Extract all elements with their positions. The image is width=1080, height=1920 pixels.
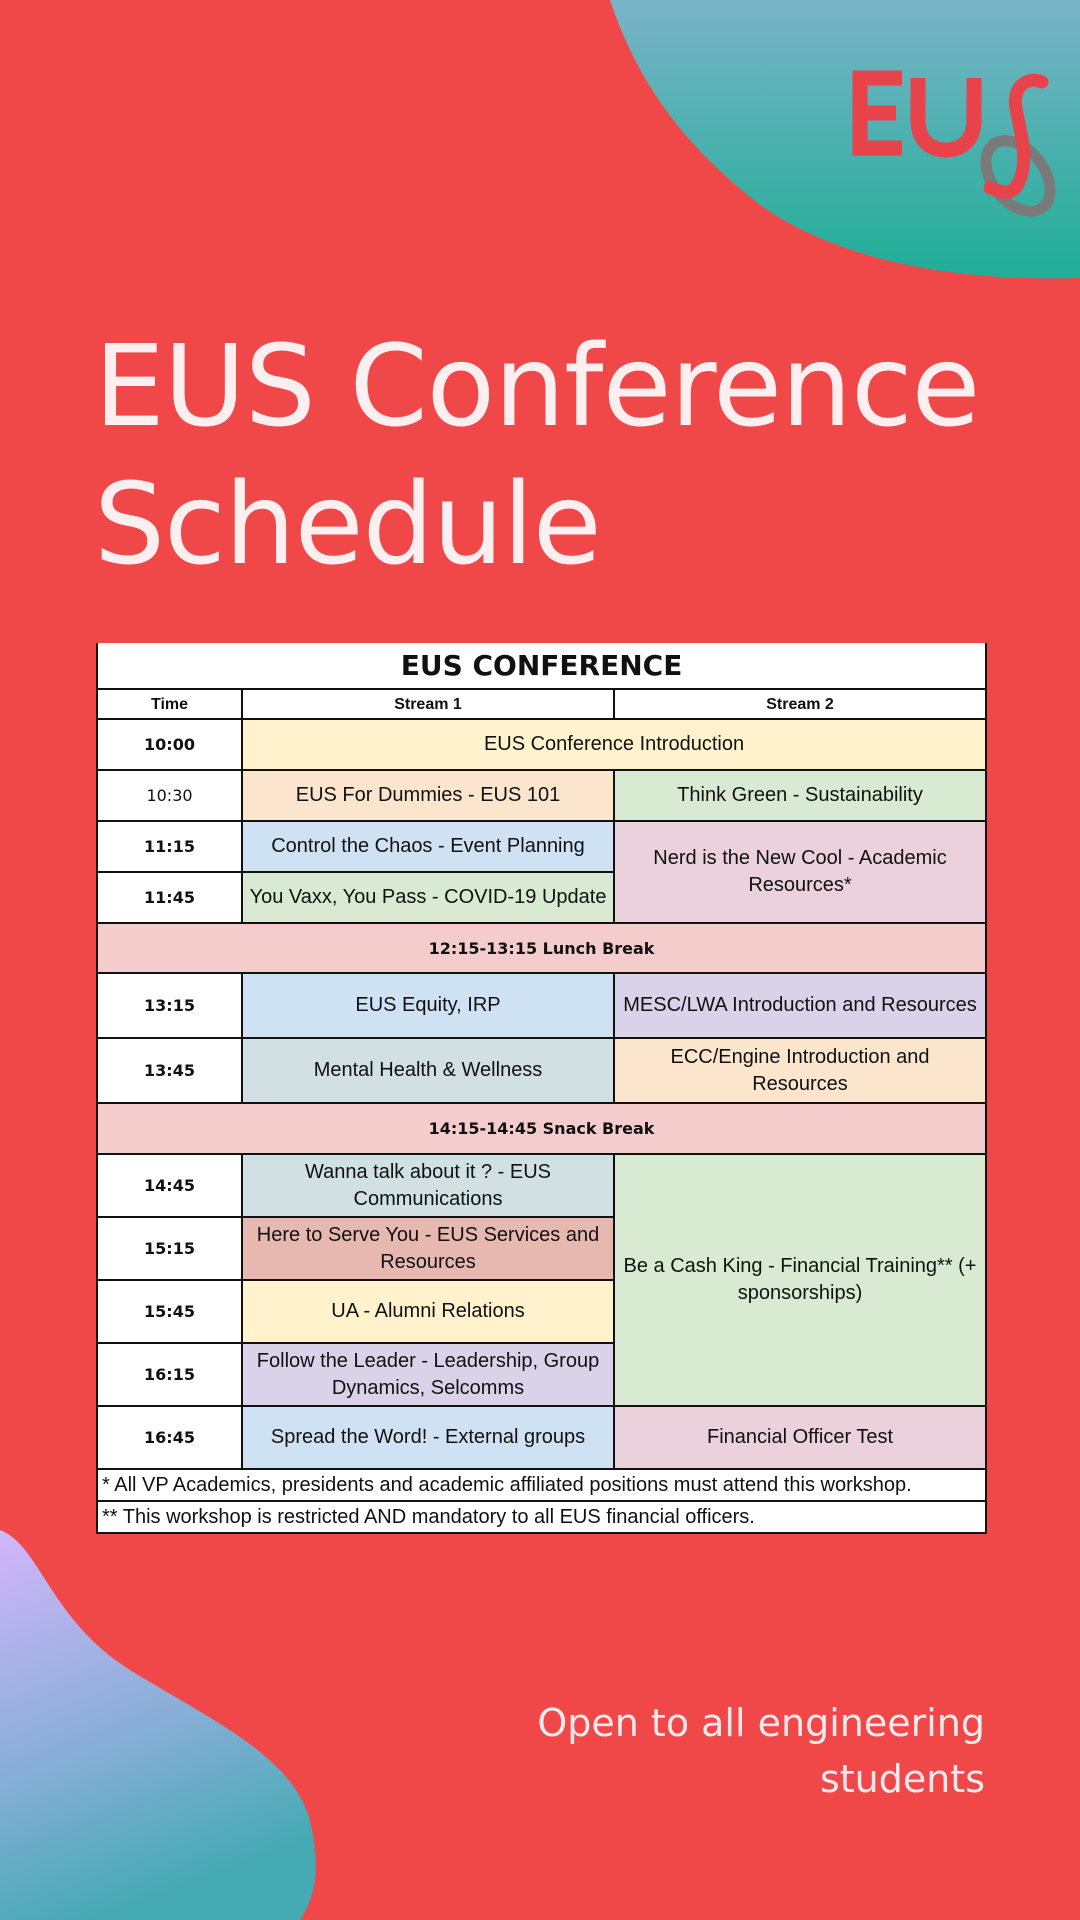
session-cell: ECC/Engine Introduction and Resources [614,1038,986,1103]
header-time: Time [97,689,242,719]
session-cell: EUS Equity, IRP [242,973,614,1038]
time-cell: 16:45 [97,1406,242,1469]
session-cell: MESC/LWA Introduction and Resources [614,973,986,1038]
footnote-financial: ** This workshop is restricted AND mandatory to all EUS financial officers. [97,1501,986,1533]
session-cell: Financial Officer Test [614,1406,986,1469]
time-cell: 14:45 [97,1154,242,1217]
time-cell: 11:45 [97,872,242,923]
session-cell: Be a Cash King - Financial Training** (+ sponsorships) [614,1154,986,1406]
header-stream-2: Stream 2 [614,689,986,719]
schedule-table [96,643,987,1534]
table-row [97,1038,986,1103]
table-row [97,770,986,821]
table-caption: EUS CONFERENCE [97,643,986,689]
table-row [97,1103,986,1154]
page-title [94,318,979,594]
session-cell: Here to Serve You - EUS Services and Resources [242,1217,614,1280]
session-cell: UA - Alumni Relations [242,1280,614,1343]
eus-logo [850,60,1060,230]
table-row [97,1154,986,1217]
time-cell: 10:30 [97,770,242,821]
title-line-1: EUS Conference [94,322,980,452]
time-cell: 15:15 [97,1217,242,1280]
time-cell: 11:15 [97,821,242,872]
table-row [97,719,986,770]
time-cell: 16:15 [97,1343,242,1406]
footnote-academic: * All VP Academics, presidents and academic affiliated positions must attend this workshop. [97,1469,986,1501]
title-line-2: Schedule [94,460,601,590]
session-cell: Spread the Word! - External groups [242,1406,614,1469]
table-row [97,821,986,872]
session-cell: You Vaxx, You Pass - COVID-19 Update [242,872,614,923]
table-row [97,1406,986,1469]
session-cell: Think Green - Sustainability [614,770,986,821]
session-cell: EUS For Dummies - EUS 101 [242,770,614,821]
session-cell: Wanna talk about it ? - EUS Communications [242,1154,614,1217]
session-cell: Follow the Leader - Leadership, Group Dynamics, Selcomms [242,1343,614,1406]
lunch-break: 12:15-13:15 Lunch Break [97,923,986,973]
time-cell: 13:45 [97,1038,242,1103]
session-cell: Control the Chaos - Event Planning [242,821,614,872]
header-stream-1: Stream 1 [242,689,614,719]
time-cell: 10:00 [97,719,242,770]
session-cell: Nerd is the New Cool - Academic Resources* [614,821,986,923]
purple-blob [0,1530,316,1920]
table-row [97,973,986,1038]
snack-break: 14:15-14:45 Snack Break [97,1103,986,1154]
time-cell: 15:45 [97,1280,242,1343]
time-cell: 13:15 [97,973,242,1038]
session-cell: Mental Health & Wellness [242,1038,614,1103]
footer-tagline: Open to all engineering students [537,1701,985,1801]
session-cell: EUS Conference Introduction [242,719,986,770]
table-row [97,923,986,973]
